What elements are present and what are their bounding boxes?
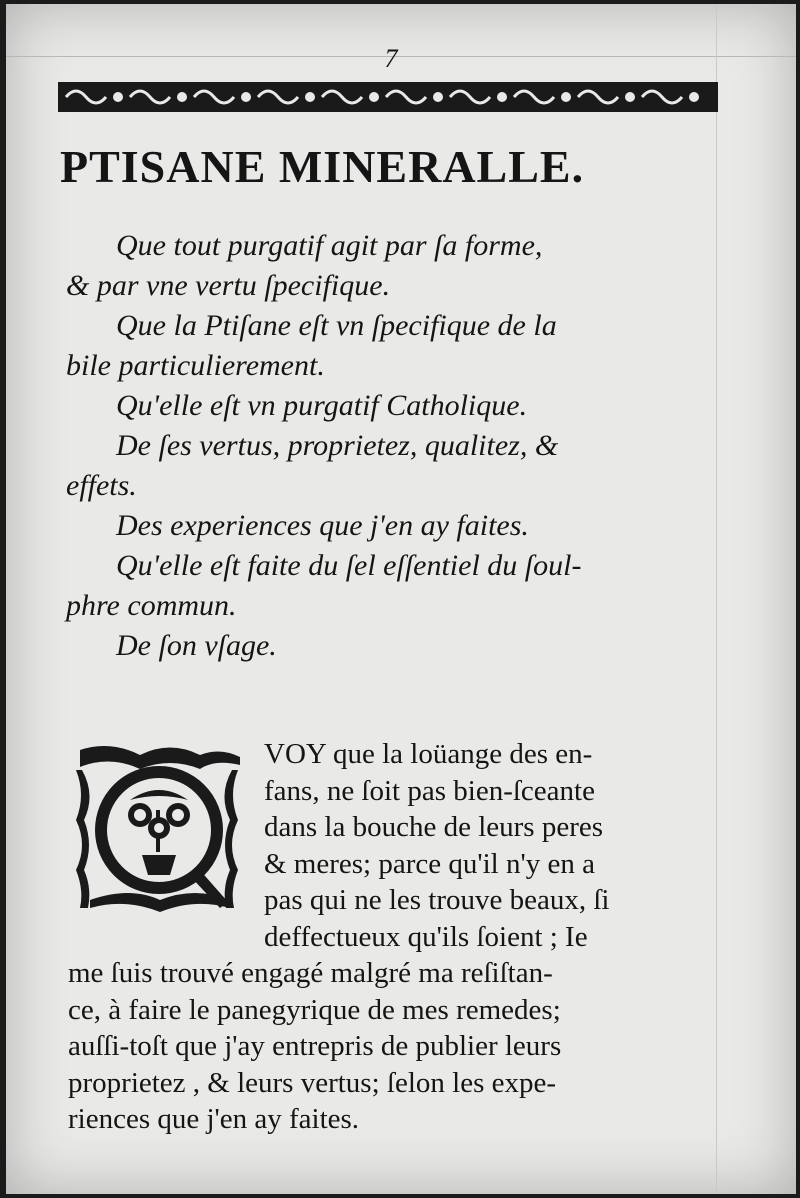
body-line: deffectueux qu'ils ſoient ; Ie: [264, 920, 588, 953]
ornament-band: [58, 82, 718, 112]
book-page: [6, 4, 796, 1194]
body-line: fans, ne ſoit pas bien-ſceante: [264, 774, 595, 807]
chapter-summary: [66, 226, 726, 666]
summary-line: Qu'elle eſt vn purgatif Catholique.: [116, 389, 528, 422]
summary-line: & par vne vertu ſpecifique.: [66, 269, 391, 302]
body-line: pas qui ne les trouve beaux, ſi: [264, 884, 610, 916]
summary-line: De ſon vſage.: [116, 629, 277, 662]
body-line: auſſi-toſt que j'ay entrepris de publier leurs: [68, 1030, 562, 1062]
summary-line: bile particulierement.: [66, 349, 325, 382]
body-line: ce, à faire le panegyrique de mes remedes;: [68, 993, 561, 1026]
summary-line: phre commun.: [66, 589, 237, 622]
summary-line: Que la Ptiſane eſt vn ſpecifique de la: [116, 309, 557, 342]
page-number: 7: [384, 44, 398, 73]
summary-line: effets.: [66, 469, 137, 502]
body-line: VOY que la loüange des en-: [264, 738, 593, 770]
body-line: dans la bouche de leurs peres: [264, 811, 604, 843]
body-paragraph: [68, 736, 728, 1138]
summary-line: Que tout purgatif agit par ſa forme,: [116, 229, 543, 262]
body-line: me ſuis trouvé engagé malgré ma reſiſtan-: [68, 957, 553, 989]
page-title: PTISANE MINERALLE.: [60, 141, 585, 192]
body-line: proprietez , & leurs vertus; ſelon les expe-: [68, 1066, 557, 1099]
body-line: & meres; parce qu'il n'y en a: [264, 847, 595, 880]
summary-line: Des experiences que j'en ay faites.: [116, 509, 529, 542]
summary-line: De ſes vertus, proprietez, qualitez, &: [116, 429, 559, 462]
body-line: riences que j'en ay faites.: [68, 1103, 360, 1135]
summary-line: Qu'elle eſt faite du ſel eſſentiel du ſoul-: [116, 549, 582, 582]
